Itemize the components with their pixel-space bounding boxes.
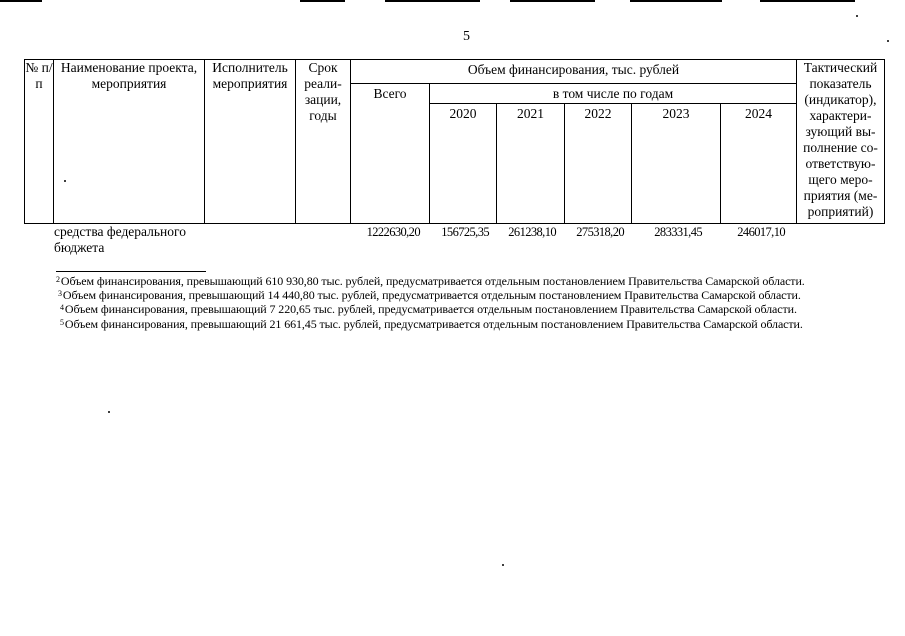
header-financing: Объем финансирования, тыс. рублей — [351, 60, 797, 84]
row-total: 1222630,20 — [366, 225, 420, 239]
footnote-mark: 2 — [56, 275, 60, 284]
scan-edge-line — [0, 0, 42, 2]
footnote-mark: 5 — [60, 317, 64, 327]
scan-edge-line — [510, 0, 595, 2]
footnote — [60, 302, 809, 316]
footnote-mark: 3 — [58, 289, 62, 299]
footnote-mark: 4 — [60, 303, 64, 313]
header-executor: Исполнитель мероприятия — [205, 60, 296, 224]
row-value-2024: 246017,10 — [737, 225, 785, 239]
row-label: средства федерального бюджета — [54, 224, 186, 255]
scan-speck — [502, 564, 504, 566]
footnotes — [56, 274, 805, 331]
page-number: 5 — [463, 29, 470, 44]
footnote-text: Объем финансирования, превышающий 14 440,80 тыс. рублей, предусматривается отдельным постановлением Правительства Самарской области. — [62, 288, 801, 303]
scan-speck — [108, 411, 110, 413]
header-indicator: Тактический показатель (индикатор), характери-зующий вы-полнение со-ответствую-щего меро-приятия (ме-роприятий) — [797, 60, 885, 224]
header-year: 2021 — [497, 104, 565, 224]
header-num: № п/п — [25, 60, 54, 224]
financing-table — [24, 59, 885, 224]
row-value-2022: 275318,20 — [576, 225, 624, 239]
header-year: 2022 — [565, 104, 632, 224]
footnote — [60, 317, 809, 331]
scan-edge-line — [300, 0, 345, 2]
footnote-separator — [56, 271, 206, 272]
row-value-2021: 261238,10 — [508, 225, 556, 239]
row-value-2020: 156725,35 — [441, 225, 489, 239]
row-value-2023: 283331,45 — [654, 225, 702, 239]
header-total: Всего — [351, 84, 430, 224]
scan-edge-line — [385, 0, 480, 2]
header-year: 2020 — [430, 104, 497, 224]
header-year: 2023 — [632, 104, 721, 224]
scan-speck — [856, 15, 858, 17]
scan-edge-line — [630, 0, 722, 2]
footnote — [56, 274, 805, 288]
scan-edge-line — [760, 0, 855, 2]
footnote-text: Объем финансирования, превышающий 610 930,80 тыс. рублей, предусматривается отдельным постановлением Правительства Самарской области. — [60, 274, 805, 288]
header-year: 2024 — [721, 104, 797, 224]
scan-speck — [887, 40, 889, 42]
header-name: Наименование проекта, мероприятия — [54, 60, 205, 224]
footnote — [58, 288, 807, 302]
footnote-text: Объем финансирования, превышающий 7 220,65 тыс. рублей, предусматривается отдельным постановлением Правительства Самарской области. — [64, 302, 797, 317]
footnote-text: Объем финансирования, превышающий 21 661,45 тыс. рублей, предусматривается отдельным постановлением Правительства Самарской области. — [64, 316, 803, 331]
header-by-years: в том числе по годам — [430, 84, 797, 104]
header-term: Срок реали-зации, годы — [296, 60, 351, 224]
